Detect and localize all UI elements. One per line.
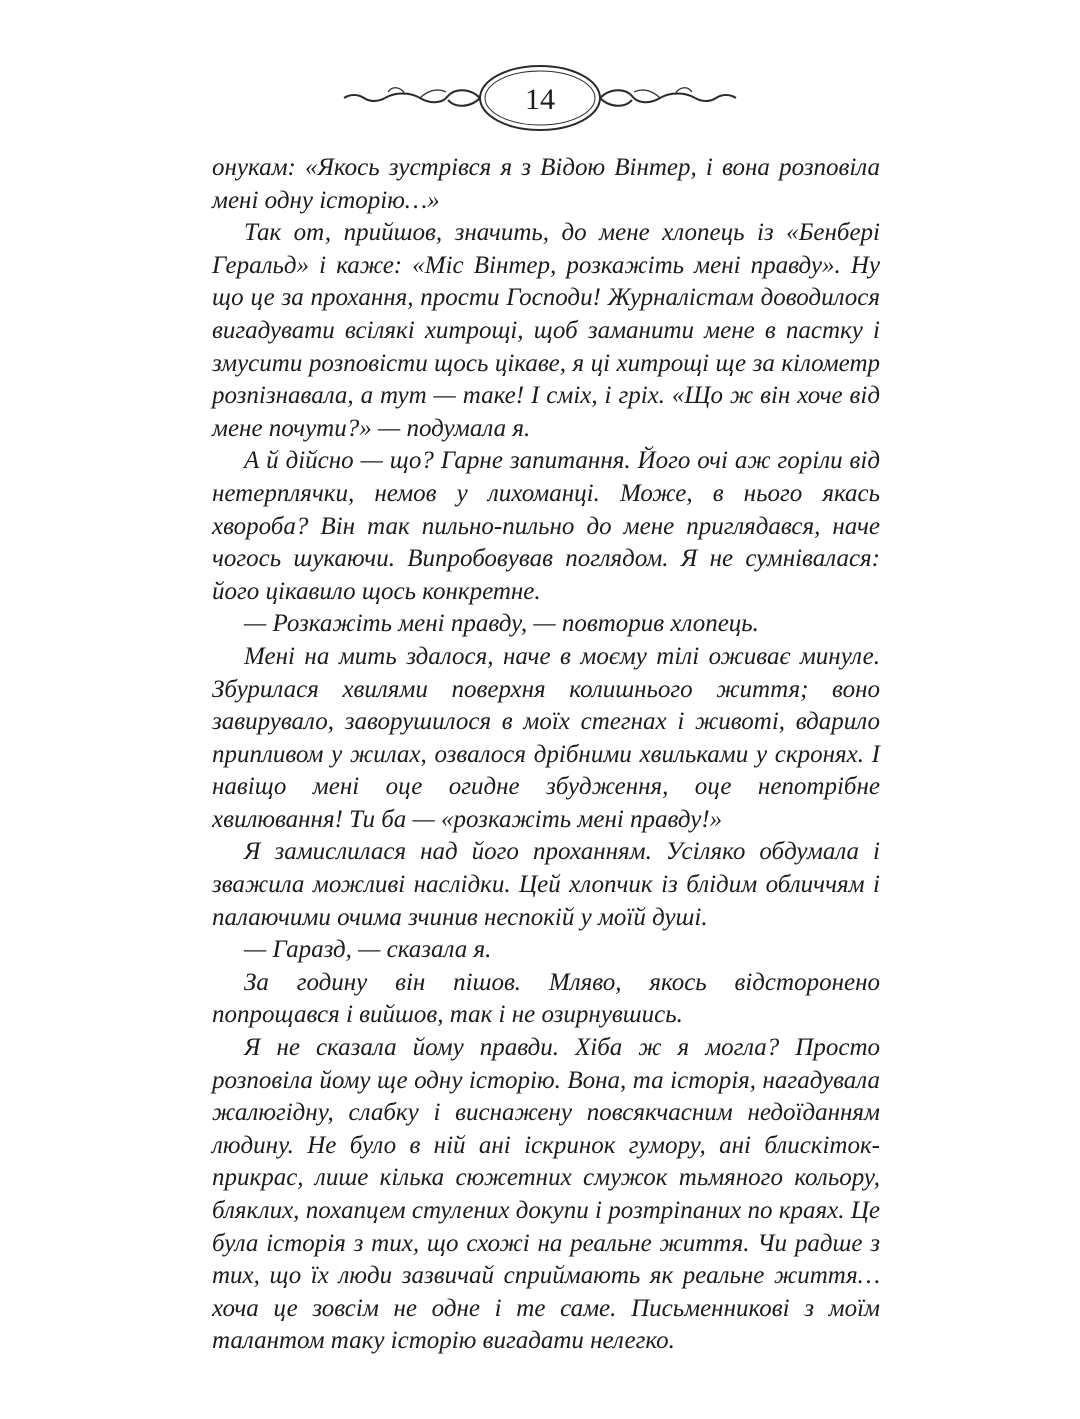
paragraph: — Розкажіть мені правду, — повторив хлопець. — [244, 610, 759, 638]
paragraph: — Гаразд, — сказала я. — [244, 936, 492, 964]
paragraph: Мені на мить здалося, наче в моєму тілі оживає минуле. Збурилася хвилями поверхня колишнього життя; воно завирувало, заворушилося в моїх стегнах і животі, вдарило припливом у жилах, озвалося дрібними хвильками у скронях. І навіщо мені оце огидне збудження, оце непотрібне хвилювання! Ти ба — «розкажіть мені правду!» — [212, 642, 880, 833]
paragraph: За годину він пішов. Мляво, якось відсторонено попрощався і вийшов, так і не озирнувшись. — [212, 968, 880, 1029]
paragraph: Я не сказала йому правди. Хіба ж я могла? Просто розповіла йому ще одну історію. Вона, та історія, нагадувала жалюгідну, слабку і виснажену повсякчасним недоїданням людину. Не було в ній ані іскринок гумору, ані блискіток-прикрас, лише кілька сюжетних смужок тьмяного кольору, бляклих, похапцем стулених докупи і розтріпаних по краях. Це була історія з тих, що схожі на реальне життя. Чи радше з тих, що їх люди зазвичай сприймають як реальне життя… хоча це зовсім не одне і те саме. Письменникові з моїм талантом таку історію вигадати нелегко. — [212, 1034, 880, 1355]
page-number: 14 — [525, 83, 555, 116]
page-header — [0, 52, 1080, 144]
paragraph: онукам: «Якось зустрівся я з Відою Вінтер, і вона розповіла мені одну історію…» — [212, 154, 880, 214]
body-text — [212, 152, 880, 1358]
paragraph: Так от, прийшов, значить, до мене хлопець із «Бенбері Геральд» і каже: «Міс Вінтер, розкажіть мені правду». Ну що це за прохання, прости Господи! Журналістам доводилося вигадувати всілякі хитрощі, щоб заманити мене в пастку і змусити розповісти щось цікаве, я ці хитрощі ще за кілометр розпізнавала, а тут — таке! І сміх, і гріх. «Що ж він хоче від мене почути?» — подумала я. — [212, 219, 880, 442]
paragraph: Я замислилася над його проханням. Усіляко обдумала і зважила можливі наслідки. Цей хлопчик із блідим обличчям і палаючими очима зчинив неспокій у моїй душі. — [212, 838, 880, 931]
paragraph: А й дійсно — що? Гарне запитання. Його очі аж горіли від нетерплячки, немов у лихоманці. Може, в нього якась хвороба? Він так пильно-пильно до мене приглядався, наче чогось шукаючи. Випробовував поглядом. Я не сумнівалася: його цікавило щось конкретне. — [212, 447, 880, 605]
